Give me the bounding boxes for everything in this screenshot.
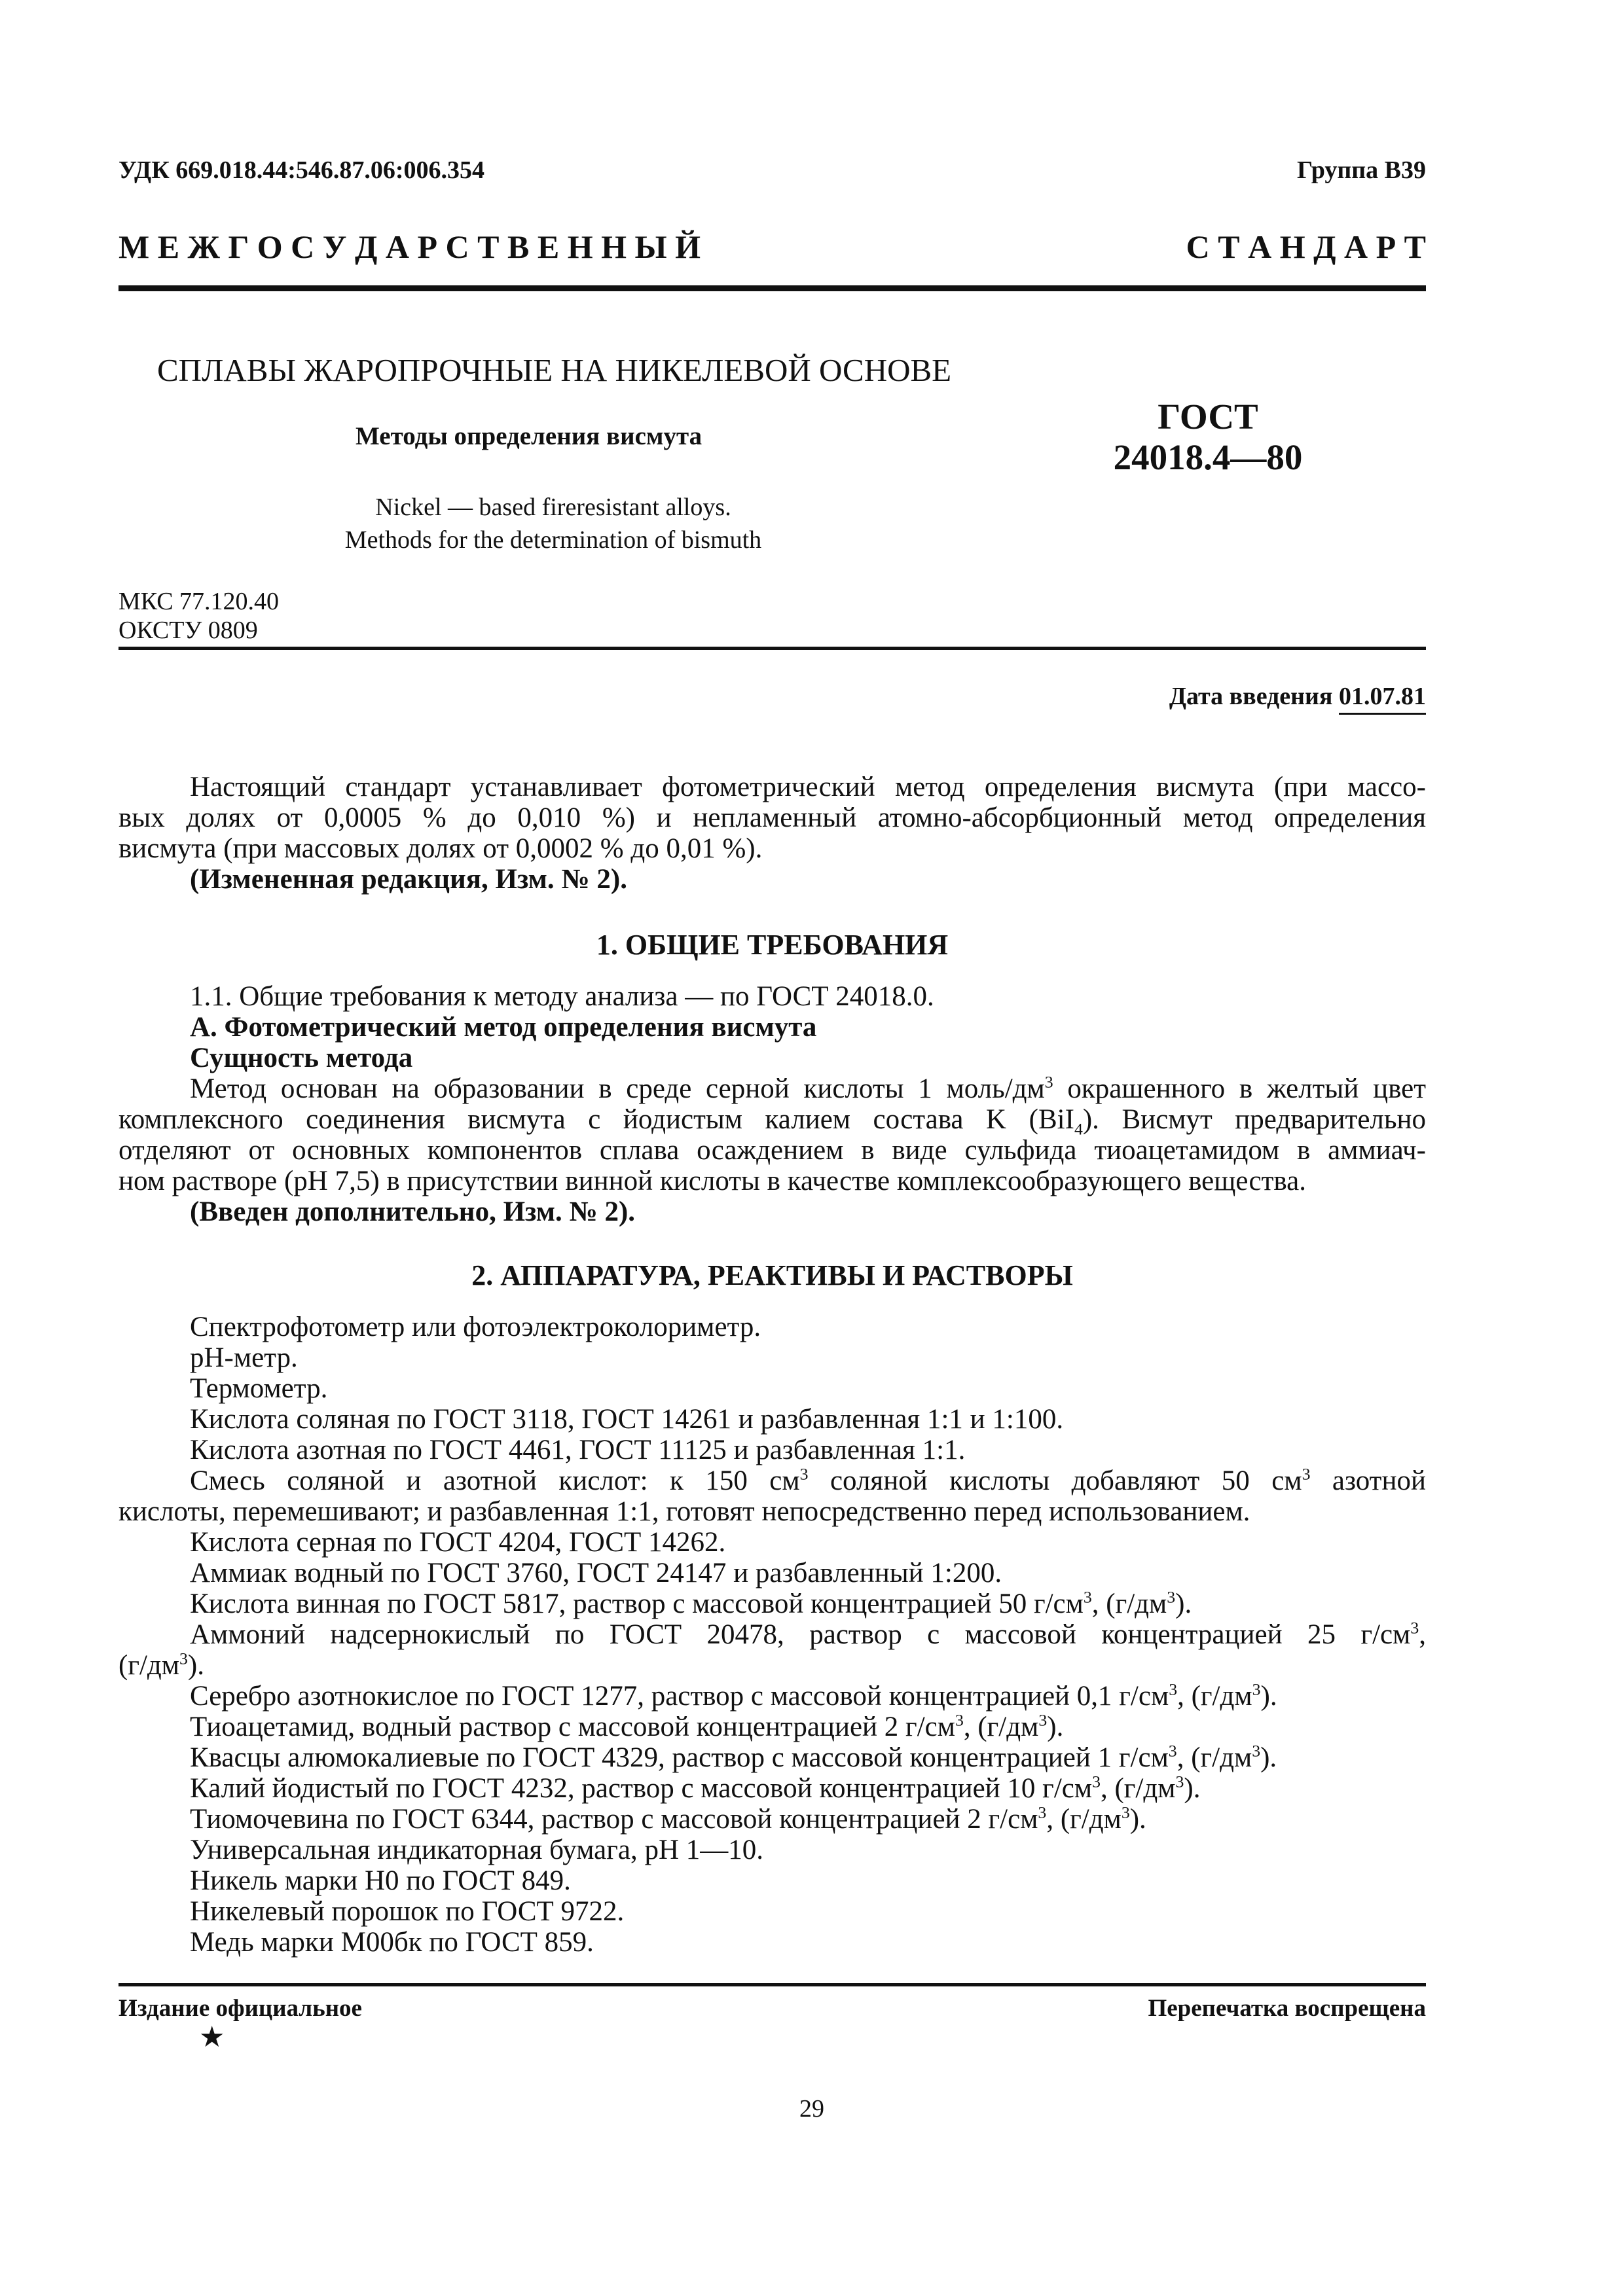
gost-number <box>1077 397 1339 478</box>
reagent-item: Аммиак водный по ГОСТ 3760, ГОСТ 24147 и разбавленный 1:200. <box>190 1558 1002 1588</box>
reagent-item: Термометр. <box>190 1373 328 1404</box>
english-title <box>308 491 799 556</box>
reagent-item: Тиомочевина по ГОСТ 6344, раствор с массовой концентрацией 2 $г/см^3$, $(г/дм^3)$. <box>190 1803 1146 1835</box>
section-1-body <box>119 981 1426 1227</box>
reagent-item: Никелевый порошок по ГОСТ 9722. <box>190 1896 625 1927</box>
section-1-heading: 1. ОБЩИЕ ТРЕБОВАНИЯ <box>596 929 949 961</box>
document-subtitle: Методы определения висмута <box>356 422 702 450</box>
group-code: Группа В39 <box>1296 156 1426 184</box>
reagent-item-continued: кислоты, перемешивают; и разбавленная 1:1, готовят непосредственно перед использованием. <box>119 1496 1250 1527</box>
reagent-item: Тиоацетамид, водный раствор с массовой концентрацией 2 $г/см^3$, $(г/дм^3)$. <box>190 1710 1064 1742</box>
title-rule <box>119 647 1426 650</box>
reagent-item: Медь марки М00бк по ГОСТ 859. <box>190 1927 594 1958</box>
header-thick-rule <box>119 285 1426 291</box>
footer-rule <box>119 1983 1426 1986</box>
intro-paragraph <box>119 772 1426 895</box>
essence-line-2: комплексного соединения висмута с йодистым калием состава K (BiI$_4$). Висмут предварительно <box>119 1104 1426 1139</box>
english-title-line2: Methods for the determination of bismuth <box>344 526 762 554</box>
method-essence-heading: Сущность метода <box>190 1043 413 1073</box>
reagent-item: Смесь соляной и азотной кислот: к 150 $см^3$ соляной кислоты добавляют 50 $см^3$ азотной <box>190 1464 1426 1496</box>
okstu-code: ОКСТУ 0809 <box>119 617 258 644</box>
banner-left: М Е Ж Г О С У Д А Р С Т В Е Н Н Ы Й <box>119 228 701 265</box>
udk-code: УДК 669.018.44:546.87.06:006.354 <box>119 156 485 184</box>
reagent-item: Квасцы алюмокалиевые по ГОСТ 4329, раствор с массовой концентрацией 1 $г/см^3$, $(г/дм^3)$. <box>190 1741 1277 1773</box>
standard-banner <box>119 228 1426 266</box>
date-label: Дата введения <box>1169 683 1333 710</box>
reagent-item: Никель марки Н0 по ГОСТ 849. <box>190 1865 571 1896</box>
reagent-item-continued: $(г/дм^3)$. <box>119 1649 204 1681</box>
intro-line-1: Настоящий стандарт устанавливает фотометрический метод определения висмута (при массо- <box>190 772 1426 802</box>
introduction-date <box>1169 682 1426 711</box>
essence-line-4: ном растворе (рН 7,5) в присутствии винной кислоты в качестве комплексообразующего вещества. <box>119 1166 1306 1196</box>
reagent-item: Спектрофотометр или фотоэлектроколориметр. <box>190 1312 761 1342</box>
star-icon: ★ <box>199 2021 225 2053</box>
reagent-item: Аммоний надсернокислый по ГОСТ 20478, раствор с массовой концентрацией 25 $г/см^3$, <box>190 1618 1426 1650</box>
reagent-item: Калий йодистый по ГОСТ 4232, раствор с массовой концентрацией 10 $г/см^3$, $(г/дм^3)$. <box>190 1772 1201 1804</box>
essence-amendment: (Введен дополнительно, Изм. № 2). <box>190 1196 636 1227</box>
reagent-item: Серебро азотнокислое по ГОСТ 1277, раствор с массовой концентрацией 0,1 $г/см^3$, $(г/дм^3)$. <box>190 1679 1277 1712</box>
classification-codes <box>119 587 279 645</box>
reagent-item: Кислота винная по ГОСТ 5817, раствор с массовой концентрацией 50 $г/см^3$, $(г/дм^3)$. <box>190 1587 1192 1619</box>
essence-line-1: Метод основан на образовании в среде серной кислоты 1 моль/$дм^3$ окрашенного в желтый цвет <box>190 1072 1427 1104</box>
reagents-list <box>119 1312 1426 1958</box>
section-2-heading: 2. АППАРАТУРА, РЕАКТИВЫ И РАСТВОРЫ <box>471 1259 1073 1291</box>
method-a-heading: А. Фотометрический метод определения висмута <box>190 1012 817 1043</box>
document-title: СПЛАВЫ ЖАРОПРОЧНЫЕ НА НИКЕЛЕВОЙ ОСНОВЕ <box>157 352 952 388</box>
reagent-item: рН-метр. <box>190 1342 298 1373</box>
date-value: 01.07.81 <box>1339 683 1426 715</box>
clause-1-1: 1.1. Общие требования к методу анализа — по ГОСТ 24018.0. <box>190 981 934 1012</box>
official-edition-label: Издание официальное <box>119 1995 362 2022</box>
reagent-item: Кислота соляная по ГОСТ 3118, ГОСТ 14261 и разбавленная 1:1 и 1:100. <box>190 1404 1064 1435</box>
essence-line-3: отделяют от основных компонентов сплава осаждением в виде сульфида тиоацетамидом в аммиач- <box>119 1135 1426 1166</box>
intro-line-2: вых долях от 0,0005 % до 0,010 %) и непламенный атомно-абсорбционный метод определения <box>119 802 1426 833</box>
gost-label: ГОСТ <box>1158 397 1258 437</box>
mks-code: МКС 77.120.40 <box>119 588 280 615</box>
reagent-item: Универсальная индикаторная бумага, рН 1—10. <box>190 1835 764 1865</box>
gost-code: 24018.4—80 <box>1113 437 1303 477</box>
reagent-item: Кислота серная по ГОСТ 4204, ГОСТ 14262. <box>190 1527 726 1558</box>
banner-right: С Т А Н Д А Р Т <box>1186 228 1426 265</box>
english-title-line1: Nickel — based fireresistant alloys. <box>375 493 731 521</box>
intro-line-3: висмута (при массовых долях от 0,0002 % до 0,01 %). <box>119 833 763 864</box>
page-number: 29 <box>799 2095 824 2123</box>
reprint-prohibited-label: Перепечатка воспрещена <box>1148 1995 1426 2022</box>
reagent-item: Кислота азотная по ГОСТ 4461, ГОСТ 11125 и разбавленная 1:1. <box>190 1435 966 1465</box>
intro-amendment: (Измененная редакция, Изм. № 2). <box>190 864 627 895</box>
